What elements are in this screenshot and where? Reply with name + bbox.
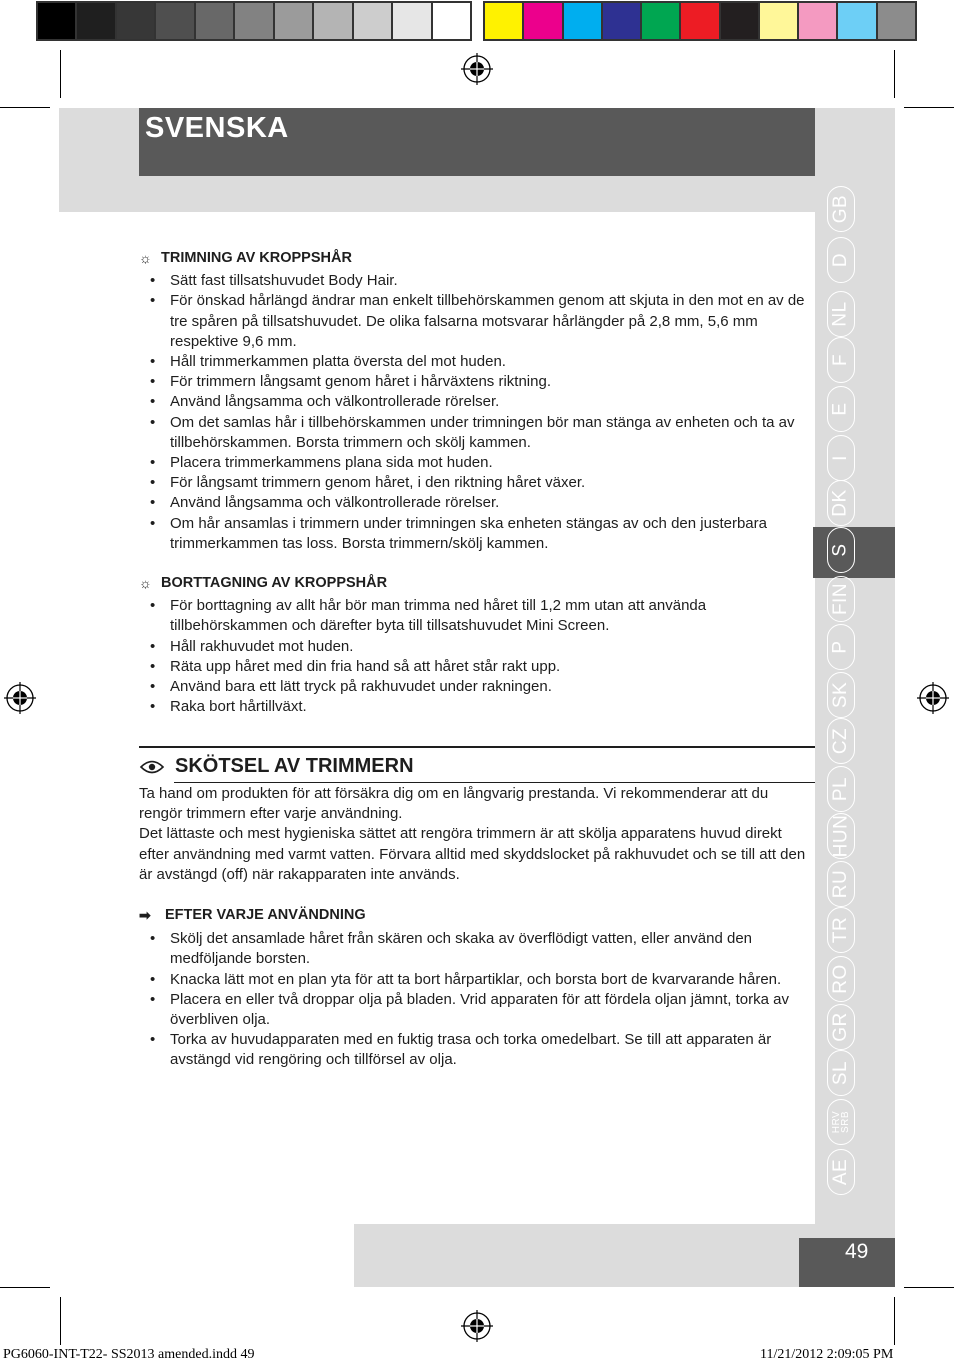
language-tab-label: RO: [830, 964, 851, 994]
language-tab-dk[interactable]: [827, 480, 855, 526]
language-tab-label: DK: [830, 489, 851, 517]
color-swatch: [524, 3, 563, 39]
list-item: • För önskad hårlängd ändrar man enkelt tillbehörskammen genom att skjuta in den mot en av de tre spåren på tillsatshuvudet. De olika falsarna motsvarar hårlängder på 2,8 mm, 5,6 mm respektive 9,6 mm.: [139, 291, 819, 352]
language-tab-hun[interactable]: [827, 813, 855, 859]
list-item: • Håll trimmerkammen platta översta del mot huden.: [139, 352, 819, 372]
color-swatch: [196, 3, 235, 39]
crop-mark: [60, 1297, 61, 1345]
after-use-heading-text: EFTER VARJE ANVÄNDNING: [165, 907, 366, 923]
color-swatch: [760, 3, 799, 39]
language-tab-label: F: [829, 353, 851, 367]
registration-mark-icon: [461, 53, 493, 85]
language-tab-f[interactable]: [827, 337, 855, 383]
trimming-heading-text: TRIMNING AV KROPPSHÅR: [161, 250, 352, 266]
color-swatch: [564, 3, 603, 39]
language-tab-label: I: [830, 455, 851, 461]
removal-heading-text: BORTTAGNING AV KROPPSHÅR: [161, 575, 388, 592]
language-tab-sk[interactable]: [827, 672, 855, 718]
language-tab-i[interactable]: [827, 435, 855, 481]
language-tab-e[interactable]: [827, 386, 855, 432]
removal-heading: [139, 573, 819, 593]
color-swatch: [721, 3, 760, 39]
color-swatch: [433, 3, 470, 39]
arrow-right-icon: ➡: [139, 907, 151, 923]
care-paragraphs: [139, 784, 815, 885]
language-tab-d[interactable]: [827, 237, 855, 283]
footer-timestamp: 11/21/2012 2:09:05 PM: [760, 1347, 894, 1362]
language-tab-label: NL: [829, 301, 851, 327]
color-swatch: [485, 3, 524, 39]
crop-mark: [0, 107, 50, 108]
language-tab-label: SL: [830, 1060, 851, 1086]
section-underline: [174, 782, 815, 783]
list-item: • För borttagning av allt hår bör man trimma ned håret till 1,2 mm utan att använda tillbehörskammen och därefter byta till tillsatshuvudet Mini Screen.: [139, 596, 819, 636]
after-use-list: [139, 929, 819, 1070]
care-paragraph: Det lättaste och mest hygieniska sättet att rengöra trimmern är att skölja apparatens huvud direkt efter användning med varmt vatten. Förvara alltid med skyddslocket på rakhuvudet och se till att den är avstängd (off) när rakapparaten inte används.: [139, 825, 806, 883]
language-tab-gr[interactable]: [827, 1004, 855, 1050]
list-item: • Håll rakhuvudet mot huden.: [139, 637, 819, 657]
color-calibration-bar: [483, 1, 917, 41]
eye-icon: [139, 758, 165, 776]
language-tab-label: D: [829, 252, 851, 268]
list-item: • Räta upp håret med din fria hand så att håret står rakt upp.: [139, 657, 819, 677]
list-item: • För trimmern långsamt genom håret i hårväxtens riktning.: [139, 372, 819, 392]
color-swatch: [799, 3, 838, 39]
language-tab-pl[interactable]: [827, 766, 855, 812]
color-swatch: [878, 3, 915, 39]
language-tab-label: GR: [830, 1012, 851, 1042]
crop-mark: [904, 107, 954, 108]
language-tab-cz[interactable]: [827, 718, 855, 764]
language-tab-label: E: [830, 402, 851, 416]
care-heading: [139, 755, 414, 778]
registration-mark-icon: [917, 682, 949, 714]
color-swatch: [838, 3, 877, 39]
color-swatch: [38, 3, 77, 39]
language-tab-p[interactable]: [827, 624, 855, 670]
language-tab-label: GB: [830, 194, 852, 224]
language-tab-hrv-srb[interactable]: [827, 1099, 855, 1145]
language-tab-ru[interactable]: [827, 861, 855, 907]
list-item: • För långsamt trimmern genom håret, i den riktning håret växer.: [139, 473, 819, 493]
color-swatch: [681, 3, 720, 39]
grayscale-calibration-bar: [36, 1, 472, 41]
footer-filename: PG6060-INT-T22- SS2013 amended.indd 49: [3, 1347, 255, 1362]
color-swatch: [275, 3, 314, 39]
crop-mark: [0, 1287, 50, 1288]
list-item: • Använd långsamma och välkontrollerade rörelser.: [139, 392, 819, 412]
list-item: • Om det samlas hår i tillbehörskammen under trimningen bör man stänga av enheten och ta av tillbehörskammen. Borsta trimmern och skölj kammen.: [139, 413, 819, 453]
language-tab-label: HRV SRB: [831, 1110, 851, 1134]
crop-mark: [60, 50, 61, 98]
registration-mark-icon: [4, 682, 36, 714]
page-number: 49: [845, 1240, 869, 1263]
color-swatch: [77, 3, 116, 39]
sun-icon: ☼: [139, 250, 152, 266]
after-use-section: [139, 905, 819, 1071]
color-swatch: [393, 3, 432, 39]
care-heading-text: SKÖTSEL AV TRIMMERN: [175, 755, 414, 777]
list-item: • Placera trimmerkammens plana sida mot huden.: [139, 453, 819, 473]
crop-mark: [894, 1297, 895, 1345]
language-tab-label: FIN: [830, 582, 852, 616]
list-item: • Skölj det ansamlade håret från skären och skaka av överflödigt vatten, eller använd den medföljande borsten.: [139, 929, 819, 969]
language-tab-ae[interactable]: [827, 1149, 855, 1195]
list-item: • Använd bara ett lätt tryck på rakhuvudet under rakningen.: [139, 677, 819, 697]
main-content: [139, 248, 819, 717]
after-use-heading: [139, 905, 819, 925]
language-tab-label: RU: [830, 869, 852, 899]
list-item: • Torka av huvudapparaten med en fuktig trasa och torka omedelbart. Se till att apparaten är avstängd vid rengöring och tillförsel av olja.: [139, 1030, 819, 1070]
color-swatch: [354, 3, 393, 39]
list-item: • Sätt fast tillsatshuvudet Body Hair.: [139, 271, 819, 291]
color-swatch: [314, 3, 353, 39]
list-item: • Använd långsamma och välkontrollerade rörelser.: [139, 493, 819, 513]
language-tab-label: SK: [830, 681, 852, 709]
list-item: • Om hår ansamlas i trimmern under trimningen ska enheten stängas av och den justerbara trimmerkammen tas loss. Borsta trimmern/skölj kammen.: [139, 514, 819, 554]
crop-mark: [904, 1287, 954, 1288]
language-tab-label: TR: [830, 916, 852, 944]
page-title: SVENSKA: [145, 112, 289, 144]
care-paragraph: Ta hand om produkten för att försäkra dig om en långvarig prestanda. Vi rekommenderar att du rengör trimmern efter varje användning.: [139, 785, 769, 823]
language-tab-label: P: [830, 640, 851, 654]
trimming-list: [139, 271, 819, 554]
language-tab-label: AE: [830, 1158, 852, 1186]
color-swatch: [642, 3, 681, 39]
language-tab-ro[interactable]: [827, 956, 855, 1002]
sun-icon: ☼: [139, 575, 152, 592]
list-item: • Knacka lätt mot en plan yta för att ta bort hårpartiklar, och borsta bort de kvarvarande håren.: [139, 970, 819, 990]
language-tab-label: PL: [830, 776, 851, 802]
removal-list: [139, 596, 819, 717]
language-tab-gb[interactable]: [827, 186, 855, 232]
color-swatch: [117, 3, 156, 39]
trimming-heading: [139, 248, 819, 268]
list-item: • Raka bort hårtillväxt.: [139, 697, 819, 717]
language-tab-s[interactable]: [827, 527, 855, 573]
crop-mark: [894, 50, 895, 98]
color-swatch: [235, 3, 274, 39]
language-tab-label: HUN: [830, 814, 852, 858]
registration-mark-icon: [461, 1310, 493, 1342]
list-item: • Placera en eller två droppar olja på bladen. Vrid apparaten för att fördela oljan jämnt, torka av överbliven olja.: [139, 990, 819, 1030]
section-divider: [139, 746, 815, 748]
language-tab-tr[interactable]: [827, 907, 855, 953]
language-tab-label: S: [830, 543, 851, 557]
language-tab-label: CZ: [830, 727, 852, 755]
color-swatch: [156, 3, 195, 39]
language-tab-fin[interactable]: [827, 576, 855, 622]
language-tab-sl[interactable]: [827, 1050, 855, 1096]
language-tab-nl[interactable]: [827, 291, 855, 337]
color-swatch: [603, 3, 642, 39]
